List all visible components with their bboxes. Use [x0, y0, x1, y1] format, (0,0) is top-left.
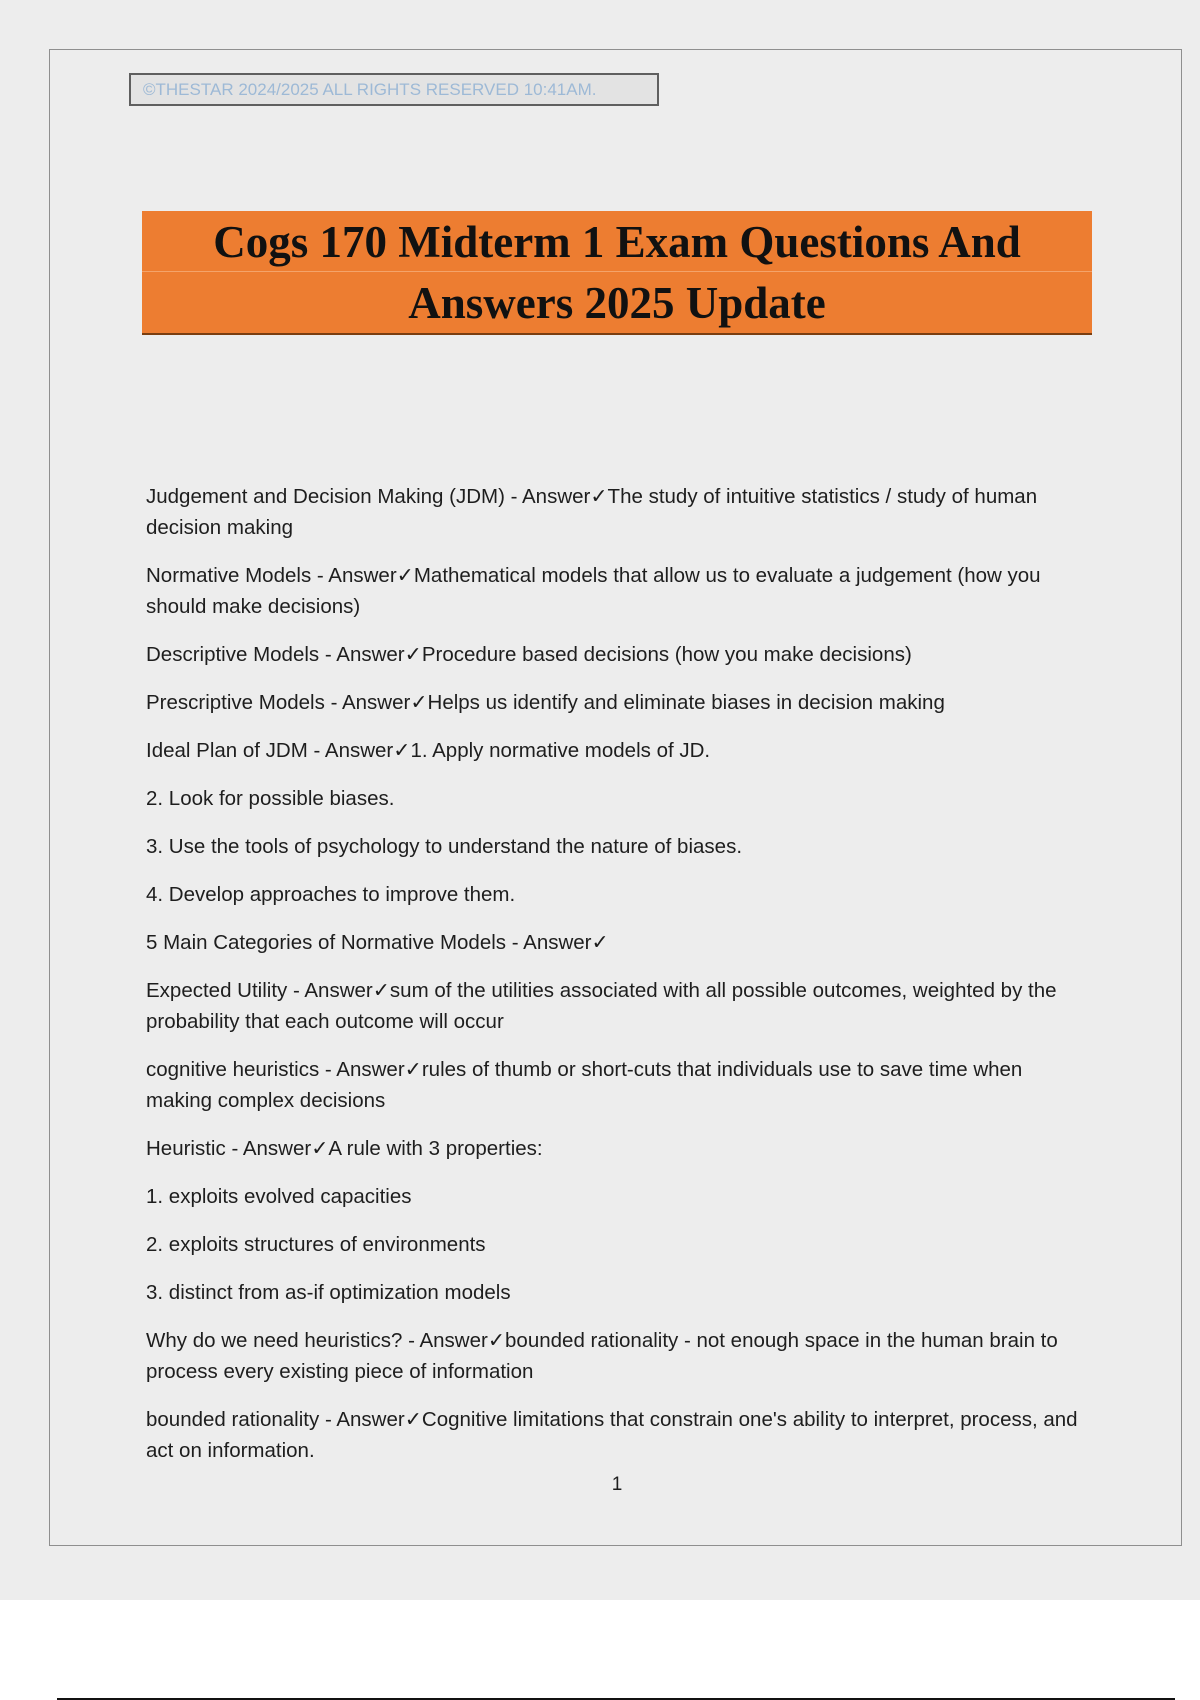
qa-definition: Cognitive limitations that constrain one's ability to interpret, process, and act on information. — [146, 1408, 1078, 1462]
answer-separator: - — [319, 1058, 337, 1081]
qa-entry — [146, 927, 1092, 958]
qa-list-item: 3. Use the tools of psychology to understand the nature of biases. — [146, 835, 743, 858]
qa-definition: Procedure based decisions (how you make decisions) — [421, 643, 912, 666]
qa-entry — [146, 481, 1092, 543]
checkmark-icon: ✓ — [393, 739, 411, 762]
qa-term: Ideal Plan of JDM — [146, 739, 308, 762]
qa-definition: Helps us identify and eliminate biases in decision making — [427, 691, 945, 714]
answer-separator: - — [504, 485, 522, 508]
qa-entry — [146, 975, 1092, 1037]
qa-definition: rules of thumb or short-cuts that individuals use to save time when making complex decisions — [146, 1058, 1023, 1112]
answer-label: Answer — [328, 564, 397, 587]
checkmark-icon: ✓ — [404, 1408, 422, 1431]
qa-list — [146, 481, 1092, 1483]
qa-definition: bounded rationality - not enough space in the human brain to process every existing piece of information — [146, 1329, 1058, 1383]
qa-entry — [146, 1181, 1092, 1212]
qa-term: Heuristic — [146, 1137, 226, 1160]
qa-list-item: 2. exploits structures of environments — [146, 1233, 486, 1256]
answer-label: Answer — [304, 979, 373, 1002]
qa-list-item: 3. distinct from as-if optimization models — [146, 1281, 511, 1304]
checkmark-icon: ✓ — [487, 1329, 506, 1352]
title-line-1: Cogs 170 Midterm 1 Exam Questions And — [142, 211, 1092, 272]
answer-label: Answer — [341, 691, 411, 714]
checkmark-icon: ✓ — [404, 1058, 422, 1081]
checkmark-icon: ✓ — [404, 643, 422, 666]
checkmark-icon: ✓ — [311, 1137, 329, 1160]
answer-label: Answer — [336, 1408, 405, 1431]
copyright-watermark: ©THESTAR 2024/2025 ALL RIGHTS RESERVED 10:41AM. — [129, 73, 659, 106]
checkmark-icon: ✓ — [590, 485, 608, 508]
qa-entry — [146, 1054, 1092, 1116]
answer-label: Answer — [336, 643, 405, 666]
qa-term: Prescriptive Models — [146, 691, 325, 714]
answer-separator: - — [324, 691, 342, 714]
answer-separator: - — [319, 643, 337, 666]
qa-term: bounded rationality — [146, 1408, 320, 1431]
qa-term: Descriptive Models — [146, 643, 320, 666]
page-number: 1 — [611, 1474, 623, 1495]
qa-entry — [146, 783, 1092, 814]
checkmark-icon: ✓ — [396, 564, 414, 587]
answer-label: Answer — [324, 739, 394, 762]
qa-entry — [146, 1277, 1092, 1308]
answer-separator: - — [225, 1137, 243, 1160]
checkmark-icon: ✓ — [372, 979, 390, 1002]
qa-entry — [146, 1404, 1092, 1466]
qa-entry — [146, 831, 1092, 862]
qa-term: Judgement and Decision Making (JDM) — [146, 485, 505, 508]
qa-definition: sum of the utilities associated with all possible outcomes, weighted by the probability that each outcome will occur — [146, 979, 1057, 1033]
answer-label: Answer — [242, 1137, 312, 1160]
qa-definition: A rule with 3 properties: — [328, 1137, 543, 1160]
answer-separator: - — [311, 564, 329, 587]
qa-definition: 1. Apply normative models of JD. — [410, 739, 711, 762]
title-line-2: Answers 2025 Update — [408, 278, 826, 328]
answer-separator: - — [402, 1329, 420, 1352]
qa-entry — [146, 560, 1092, 622]
answer-label: Answer — [419, 1329, 488, 1352]
qa-term: 5 Main Categories of Normative Models — [146, 931, 507, 954]
answer-label: Answer — [336, 1058, 405, 1081]
qa-definition: The study of intuitive statistics / study of human decision making — [146, 485, 1038, 539]
qa-entry — [146, 1325, 1092, 1387]
qa-term: Expected Utility — [146, 979, 288, 1002]
checkmark-icon: ✓ — [591, 931, 609, 954]
answer-label: Answer — [522, 485, 591, 508]
qa-entry — [146, 639, 1092, 670]
answer-separator: - — [307, 739, 325, 762]
answer-separator: - — [287, 979, 305, 1002]
qa-definition: Mathematical models that allow us to evaluate a judgement (how you should make decisions) — [146, 564, 1041, 618]
qa-list-item: 1. exploits evolved capacities — [146, 1185, 412, 1208]
qa-list-item: 4. Develop approaches to improve them. — [146, 883, 516, 906]
checkmark-icon: ✓ — [410, 691, 428, 714]
qa-term: Normative Models — [146, 564, 312, 587]
qa-term: Why do we need heuristics? — [146, 1329, 403, 1352]
qa-entry — [146, 1133, 1092, 1164]
answer-separator: - — [319, 1408, 337, 1431]
answer-separator: - — [506, 931, 524, 954]
qa-list-item: 2. Look for possible biases. — [146, 787, 395, 810]
qa-term: cognitive heuristics — [146, 1058, 320, 1081]
title-banner — [142, 211, 1092, 335]
answer-label: Answer — [523, 931, 592, 954]
qa-entry — [146, 879, 1092, 910]
qa-entry — [146, 687, 1092, 718]
qa-entry — [146, 735, 1092, 766]
qa-entry — [146, 1229, 1092, 1260]
